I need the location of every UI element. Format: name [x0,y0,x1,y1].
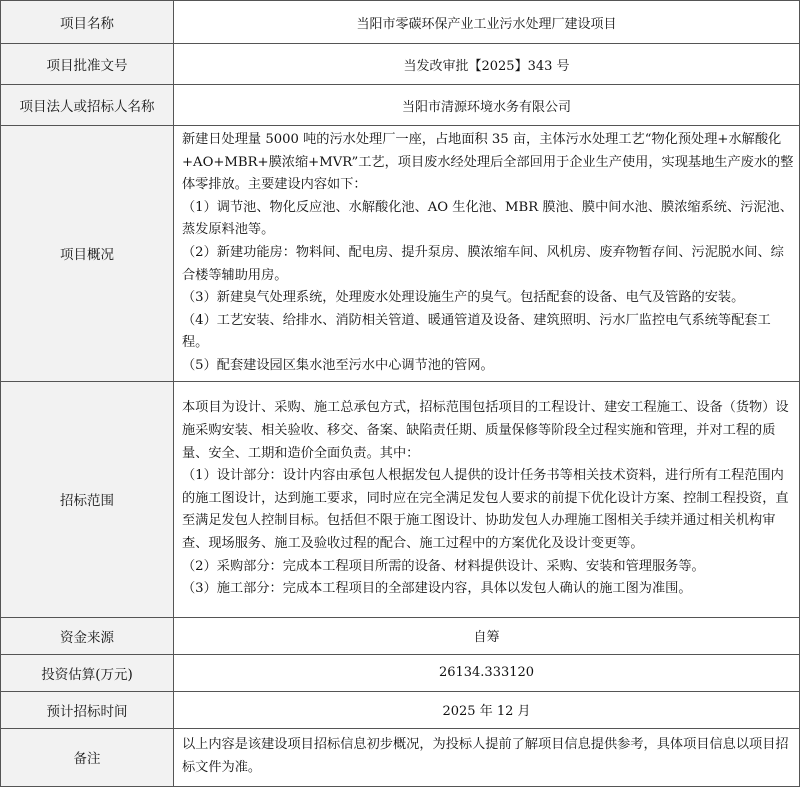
overview-item-3: （3）新建臭气处理系统，处理废水处理设施生产的臭气。包括配套的设备、电气及管路的安装。 [182,290,745,306]
scope-item-2: （2）采购部分：完成本工程项目所需的设备、材料提供设计、采购、安装和管理服务等。 [182,558,705,574]
overview-intro: 新建日处理量 5000 吨的污水处理厂一座，占地面积 35 亩，主体污水处理工艺“物化预处理+水解酸化+AO+MBR+膜浓缩+MVR”工艺，项目废水经处理后全部回用于企业生产使用，实现基地生产废水的整体零排放。主要建设内容如下： [182,132,794,193]
label-remarks: 备注 [1,728,174,786]
value-investment: 26134.333120 [174,654,800,691]
value-funding: 自筹 [174,617,800,654]
row-scope [1,381,800,617]
value-project-name: 当阳市零碳环保产业工业污水处理厂建设项目 [174,1,800,44]
label-project-name: 项目名称 [1,1,174,44]
overview-item-2: （2）新建功能房：物料间、配电房、提升泵房、膜浓缩车间、风机房、废弃物暂存间、污泥脱水间、综合楼等辅助用房。 [182,244,784,283]
overview-item-5: （5）配套建设园区集水池至污水中心调节池的管网。 [182,357,494,373]
label-investment: 投资估算(万元) [1,654,174,691]
row-tender-time [1,691,800,728]
row-funding [1,617,800,654]
label-overview: 项目概况 [1,126,174,382]
value-legal-person: 当阳市清源环境水务有限公司 [174,85,800,126]
value-scope [174,381,800,617]
value-tender-time: 2025 年 12 月 [174,691,800,728]
value-approval-no: 当发改审批【2025】343 号 [174,44,800,85]
row-legal-person [1,85,800,126]
label-legal-person: 项目法人或招标人名称 [1,85,174,126]
value-remarks: 以上内容是该建设项目招标信息初步概况，为投标人提前了解项目信息提供参考，具体项目信息以项目招标文件为准。 [174,728,800,786]
overview-item-4: （4）工艺安装、给排水、消防相关管道、暖通管道及设备、建筑照明、污水厂监控电气系统等配套工程。 [182,312,771,351]
overview-item-1: （1）调节池、物化反应池、水解酸化池、AO 生化池、MBR 膜池、膜中间水池、膜浓缩系统、污泥池、蒸发原料池等。 [182,199,793,238]
row-project-name [1,1,800,44]
row-investment [1,654,800,691]
row-overview [1,126,800,382]
scope-item-1: （1）设计部分：设计内容由承包人根据发包人提供的设计任务书等相关技术资料，进行所有工程范围内的施工图设计，达到施工要求，同时应在完全满足发包人要求的前提下优化设计方案、控制工程投资，直至满足发包人控制目标。包括但不限于施工图设计、协助发包人办理施工图相关手续并通过相关机构审查、现场服务、施工及验收过程的配合、施工过程中的方案优化及设计变更等。 [182,468,789,551]
label-tender-time: 预计招标时间 [1,691,174,728]
row-approval-no [1,44,800,85]
label-scope: 招标范围 [1,381,174,617]
scope-item-3: （3）施工部分：完成本工程项目的全部建设内容，具体以发包人确认的施工图为准围。 [182,581,692,597]
value-overview [174,126,800,382]
row-remarks [1,728,800,786]
label-approval-no: 项目批准文号 [1,44,174,85]
scope-intro: 本项目为设计、采购、施工总承包方式，招标范围包括项目的工程设计、建安工程施工、设备（货物）设施采购安装、相关验收、移交、备案、缺陷责任期、质量保修等阶段全过程实施和管理，并对工程的质量、安全、工期和造价全面负责。其中： [182,400,789,461]
label-funding: 资金来源 [1,617,174,654]
